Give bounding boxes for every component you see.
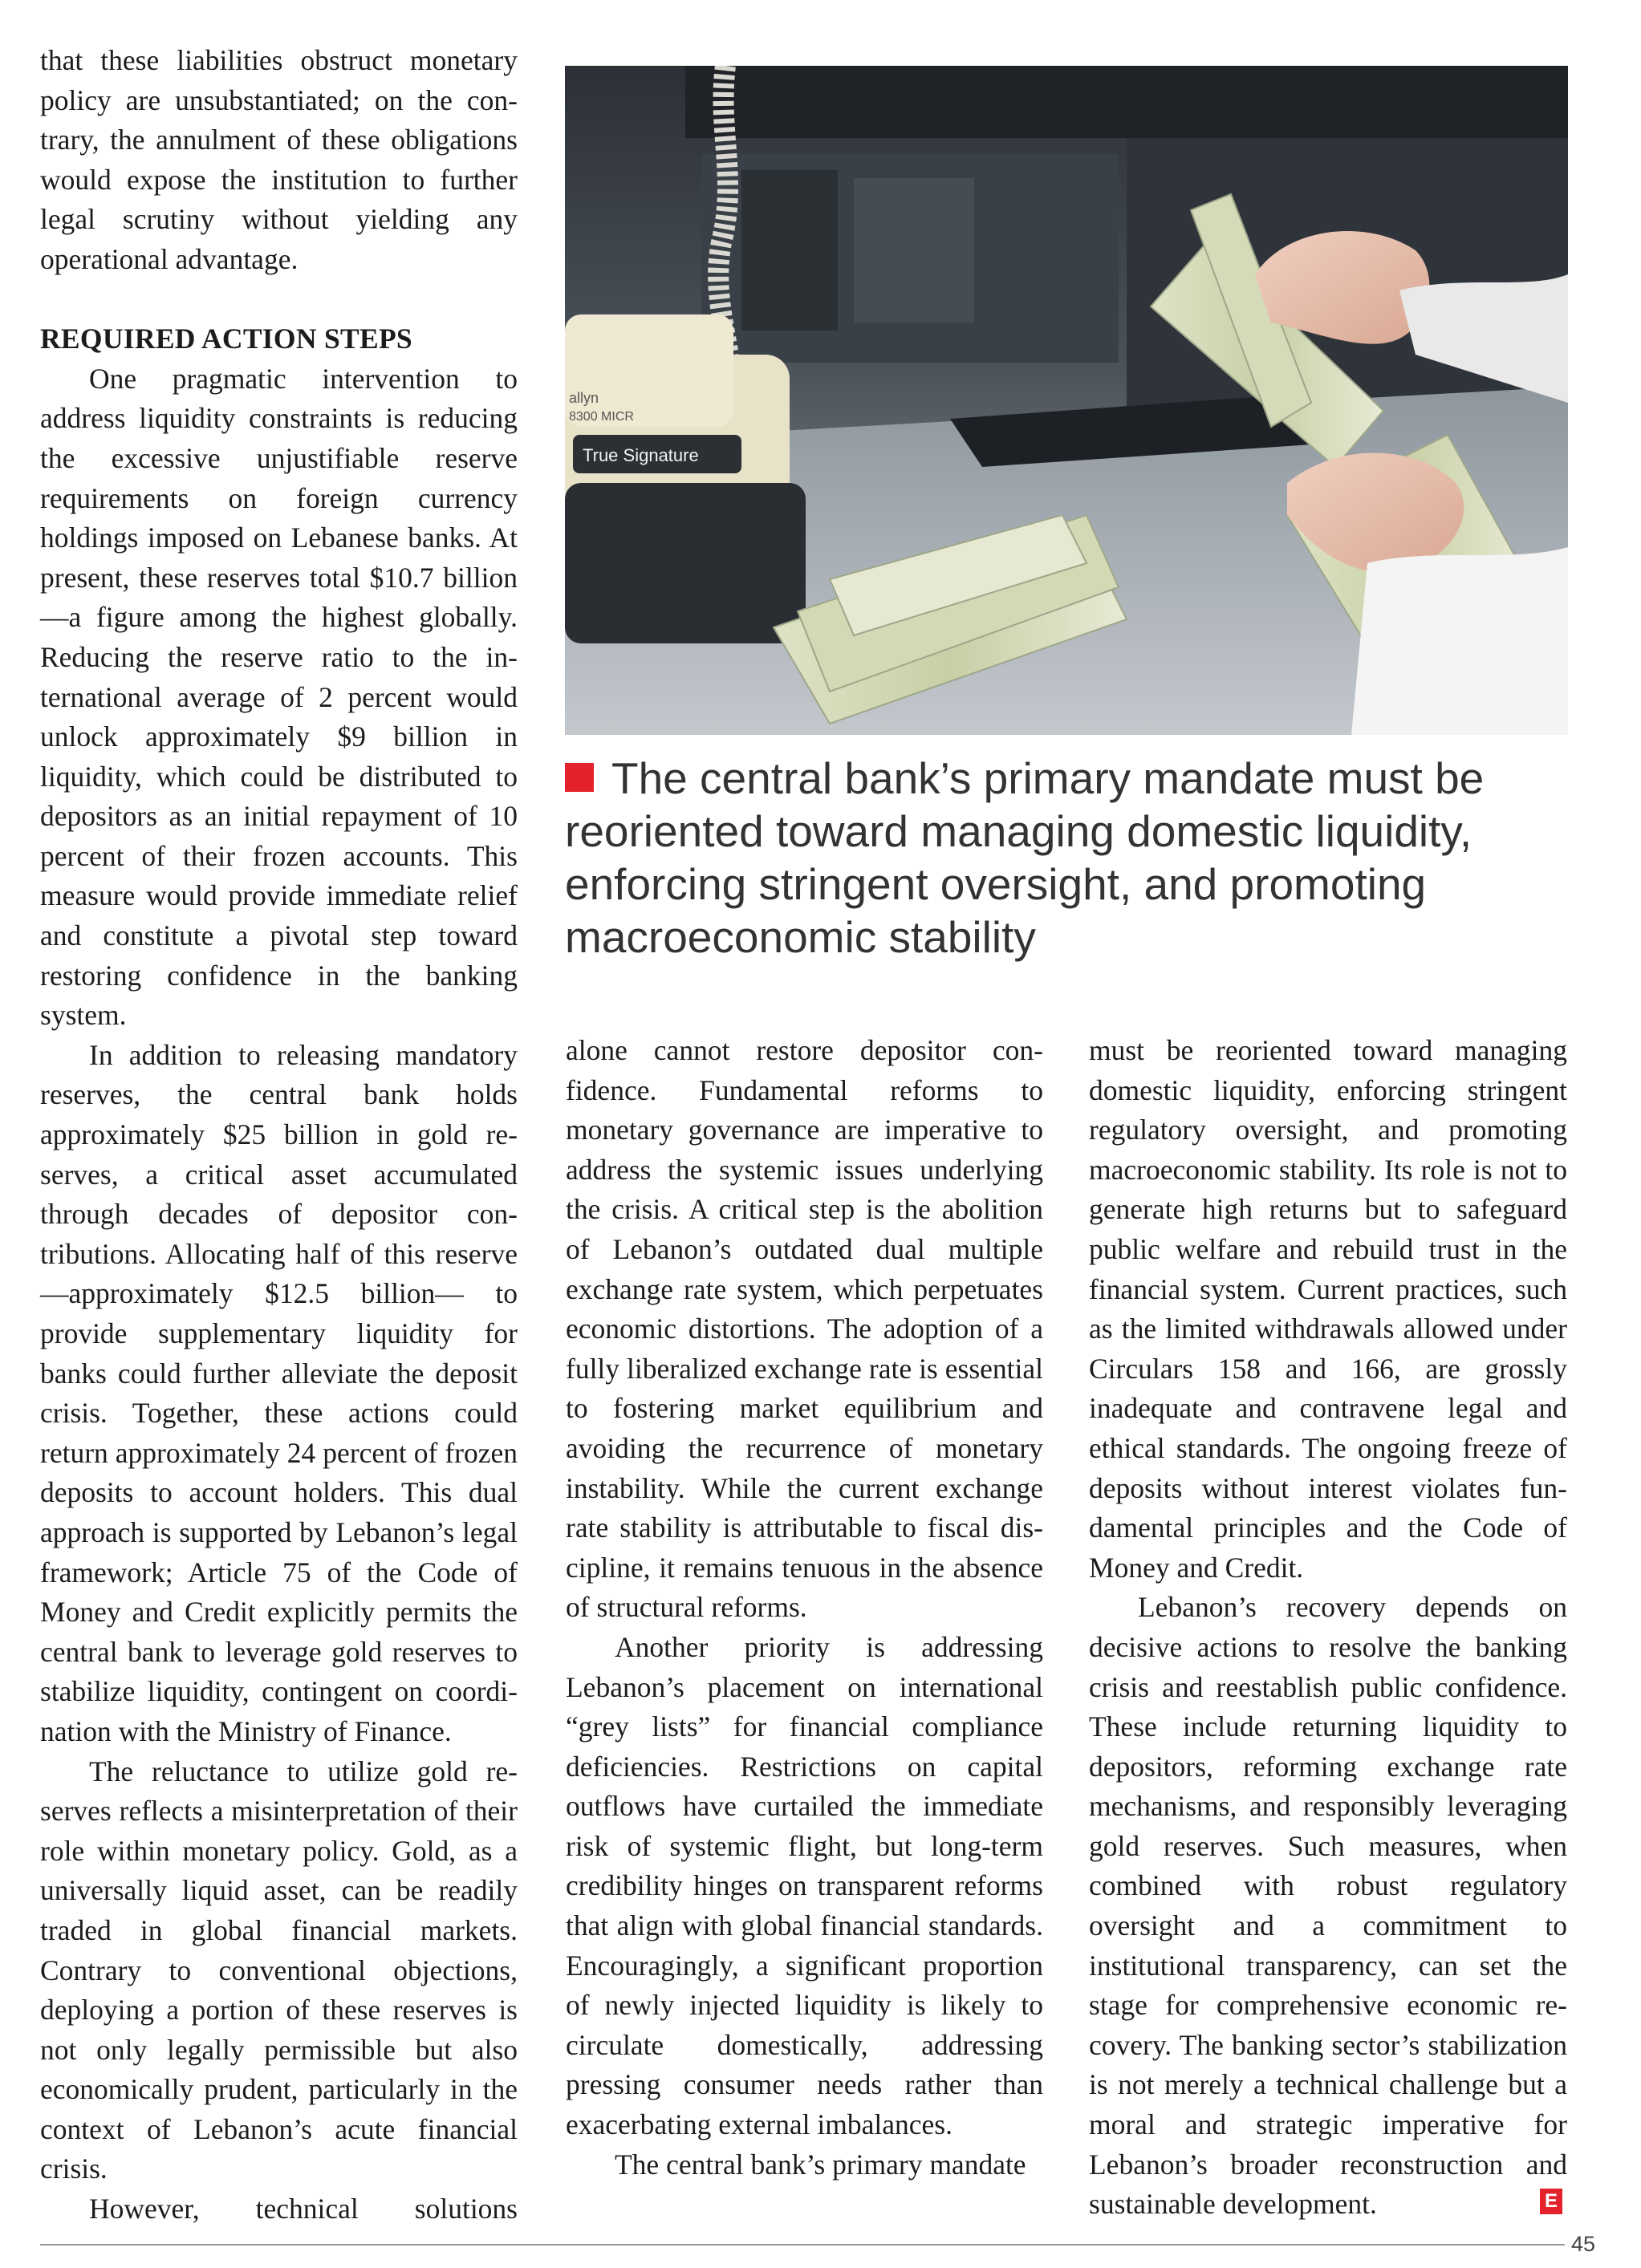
end-mark-icon: E [1540, 2189, 1562, 2214]
paragraph: One pragmatic intervention to address liquidity constraints is reducing the excessive unjustifiable reserve requirements on foreign currency holdings imposed on Lebanese banks. At present, these reserves total $10.7 billion—a figure among the highest globally. Reducing the reserve ratio to the international average of 2 percent would unlock approximately $9 billion in liquidity, which could be distributed to depositors as an initial repayment of 10 percent of their frozen accounts. This measure would provide immediate relief and constitute a pivotal step toward restoring confidence in the banking system. [40, 362, 518, 1032]
paragraph: In addition to releasing mandatory reserves, the central bank holds approximately $25 billion in gold reserves, a critical asset accumulated through decades of depositor contributions. Allocating half of this reserve—approximately $12.5 billion— to provide supplementary liquidity for banks could further alleviate the deposit crisis. Together, these actions could return approximately 24 percent of frozen deposits to account holders. This dual approach is supported by Lebanon’s legal framework; Article 75 of the Code of Money and Credit explicitly permits the central bank to leverage gold reserves to stabilize liquidity, contingent on coordination with the Ministry of Finance. [40, 1038, 518, 1747]
paragraph: must be reoriented toward managing domestic liquidity, enforcing stringent regulatory oversight, and promoting macroeconomic stability. Its role is not to generate high returns but to safeguard public welfare and rebuild trust in the financial system. Current practices, such as the limited withdrawals allowed under Circulars 158 and 166, are grossly inadequate and contravene legal and ethical standards. The ongoing freeze of deposits without interest violates fundamental principles and the Code of Money and Credit. [1089, 1034, 1567, 1584]
article-photo [565, 66, 1568, 735]
paragraph: Another priority is addressing Lebanon’s placement on international “grey lists” for financial compliance deficiencies. Restrictions on capital outflows have curtailed the immediate risk of systemic flight, but long-term credibility hinges on transparent reforms that align with global financial standards. Encouragingly, a significant proportion of newly injected liquidity is likely to circulate domestically, addressing pressing consumer needs rather than exacerbating external imbalances. [566, 1630, 1043, 2141]
red-square-icon [565, 763, 594, 792]
article-column-2 [566, 1031, 1043, 2185]
machine-model: 8300 MICR [569, 410, 634, 424]
paragraph: However, technical solutions [89, 2193, 518, 2225]
article-column-3 [1089, 1031, 1567, 2225]
paragraph: The reluctance to utilize gold reserves reflects a misinterpretation of their role within monetary policy. Gold, as a universally liquid asset, can be readily traded in global financial markets. Contrary to conventional objections, deploying a portion of these reserves is not only legally permissible but also economically prudent, particularly in the context of Lebanon’s acute financial crisis. [40, 1755, 518, 2185]
footer-rule [40, 2244, 1565, 2246]
paragraph: alone cannot restore depositor confidence. Fundamental reforms to monetary governance are imperative to address the systemic issues underlying the crisis. A critical step is the abolition of Lebanon’s outdated dual multiple exchange rate system, which perpetuates economic distortions. The adoption of a fully liberalized exchange rate is essential to fostering market equilibrium and avoiding the recurrence of monetary instability. While the current exchange rate stability is attributable to fiscal discipline, it remains tenuous in the absence of structural reforms. [566, 1034, 1043, 1624]
pull-quote [565, 752, 1568, 964]
machine-brand: allyn [569, 390, 599, 406]
machine-label: True Signature [583, 445, 699, 465]
pull-quote-text: The central bank’s primary mandate must be reoriented toward managing domestic liquidity, enforcing stringent oversight, and promoting macroeconomic stability [565, 753, 1485, 962]
paragraph: Lebanon’s recovery depends on decisive actions to resolve the banking crisis and reestablish public confidence. These include returning liquidity to depositors, reforming exchange rate mechanisms, and responsibly leveraging gold reserves. Such measures, when combined with robust regulatory oversight and a commitment to institutional transparency, can set the stage for comprehensive economic recovery. The banking sector’s stabilization is not merely a technical challenge but a moral and strategic imperative for Lebanon’s broader reconstruction and sustainable development. [1089, 1591, 1567, 2221]
section-heading: REQUIRED ACTION STEPS [40, 323, 412, 355]
paragraph: that these liabilities obstruct monetary policy are unsubstantiated; on the contrary, the annulment of these obligations would expose the institution to further legal scrutiny without yielding any operational advantage. [40, 44, 518, 275]
page-number: 45 [1571, 2232, 1596, 2256]
article-column-1 [40, 41, 518, 2229]
paragraph: The central bank’s primary mandate [615, 2148, 1026, 2181]
